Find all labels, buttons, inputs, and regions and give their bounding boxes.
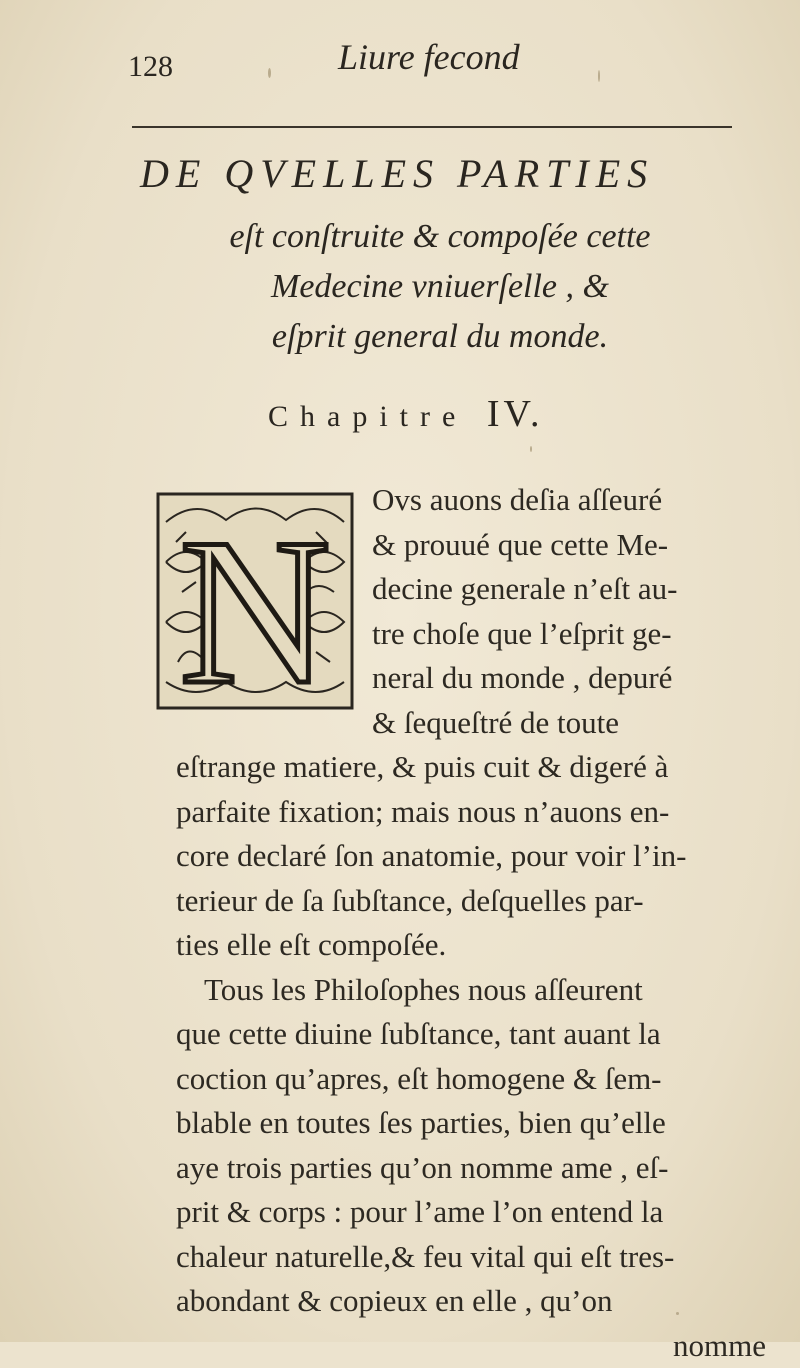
- chapter-label: [268, 392, 544, 436]
- text-line: core declaré ſon anatomie, pour voir l’in-: [176, 834, 794, 879]
- body-text: [176, 478, 794, 1368]
- subheading-line: eſprit general du monde.: [130, 312, 750, 362]
- running-title: Liure fecond: [338, 36, 520, 78]
- text-line: tre choſe que l’eſprit ge-: [176, 612, 794, 657]
- page-number: 128: [128, 50, 173, 84]
- subheading-line: Medecine vniuerſelle , &: [130, 262, 750, 312]
- drop-cap-letter: N: [179, 496, 331, 710]
- chapter-subheading: [130, 212, 750, 362]
- text-line: decine generale n’eſt au-: [176, 567, 794, 612]
- text-line: coction qu’apres, eſt homogene & ſem-: [176, 1057, 794, 1102]
- text-line: Tous les Philoſophes nous aſſeurent: [176, 968, 794, 1013]
- text-line: Ovs auons deſia aſſeuré: [176, 478, 794, 523]
- text-line: parfaite fixation; mais nous n’auons en-: [176, 790, 794, 835]
- chapter-number: IV.: [487, 393, 544, 435]
- text-line: eſtrange matiere, & puis cuit & digeré à: [176, 745, 794, 790]
- subheading-line: eſt conſtruite & compoſée cette: [130, 212, 750, 262]
- text-line: que cette diuine ſubſtance, tant auant la: [176, 1012, 794, 1057]
- chapter-heading: DE QVELLES PARTIES: [140, 150, 760, 197]
- text-line: chaleur naturelle,& feu vital qui eſt tres-: [176, 1235, 794, 1280]
- text-line: ties elle eſt compoſée.: [176, 923, 794, 968]
- text-line: neral du monde , depuré: [176, 656, 794, 701]
- chapter-word: Chapitre: [268, 400, 467, 433]
- text-line: & ſequeſtré de toute: [176, 701, 794, 746]
- text-line: prit & corps : pour l’ame l’on entend la: [176, 1190, 794, 1235]
- text-line: blable en toutes ſes parties, bien qu’elle: [176, 1101, 794, 1146]
- header-rule: [132, 126, 732, 128]
- text-line: & prouué que cette Me-: [176, 523, 794, 568]
- text-line: terieur de ſa ſubſtance, deſquelles par-: [176, 879, 794, 924]
- catchword: nomme: [176, 1324, 794, 1368]
- text-line: abondant & copieux en elle , qu’on: [176, 1279, 794, 1324]
- text-line: aye trois parties qu’on nomme ame , eſ-: [176, 1146, 794, 1191]
